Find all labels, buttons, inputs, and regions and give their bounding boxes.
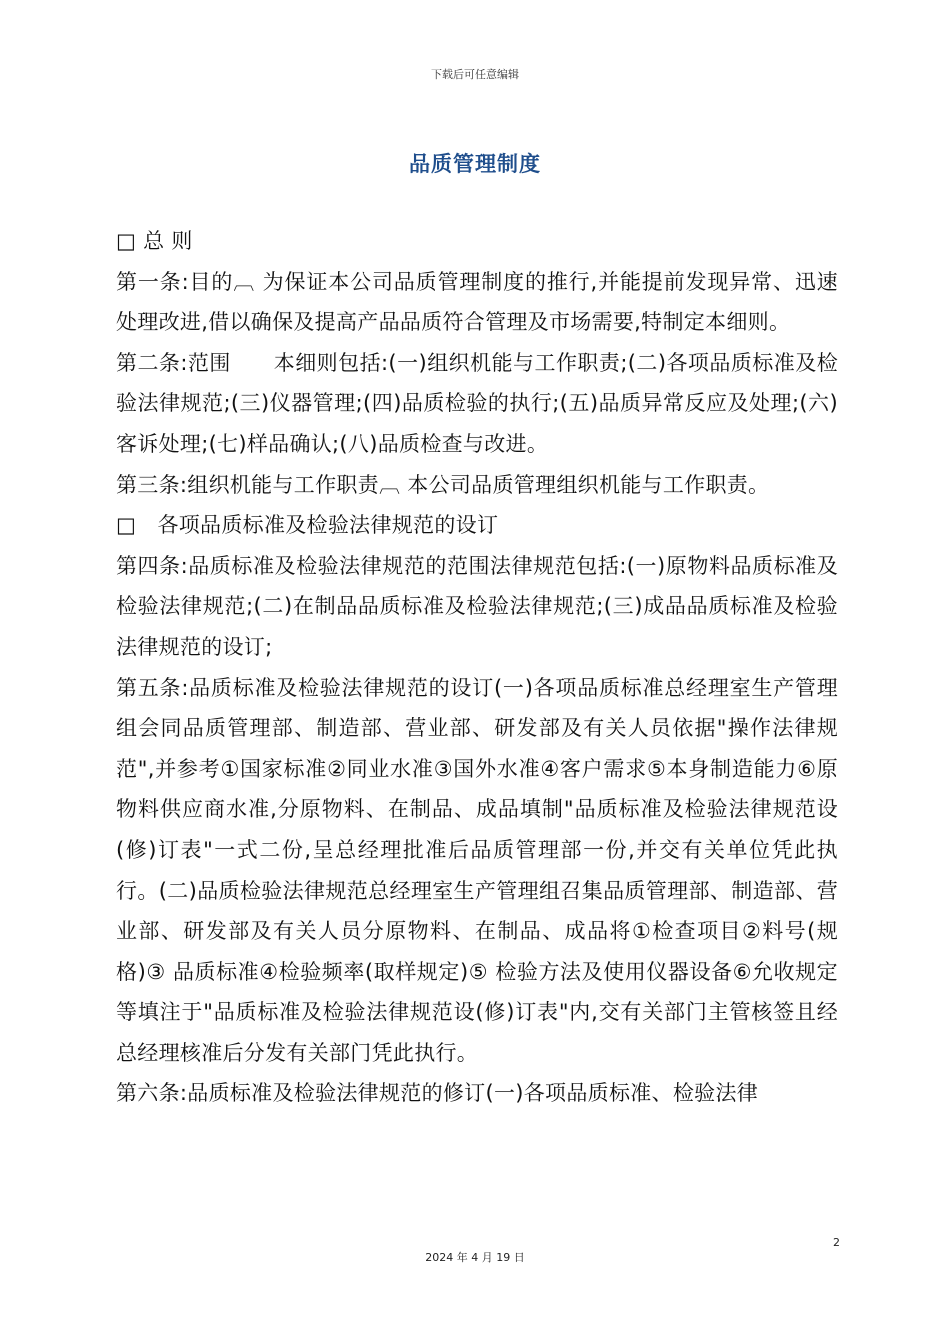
article-1: 第一条:目的︹ 为保证本公司品质管理制度的推行,并能提前发现异常、迅速处理改进,借以确保及提高产品品质符合管理及市场需要,特制定本细则。 <box>116 269 838 335</box>
document-body <box>116 221 838 1114</box>
header-note: 下载后可任意编辑 <box>431 68 519 81</box>
article-4: 第四条:品质标准及检验法律规范的范围法律规范包括:(一)原物料品质标准及检验法律规范;(二)在制品品质标准及检验法律规范;(三)成品品质标准及检验法律规范的设订; <box>116 553 838 659</box>
section-heading-standards: □ 各项品质标准及检验法律规范的设订 <box>116 513 499 538</box>
article-3: 第三条:组织机能与工作职责︹ 本公司品质管理组织机能与工作职责。 <box>116 472 770 497</box>
page-number: 2 <box>833 1236 840 1249</box>
document-title: 品质管理制度 <box>409 152 541 176</box>
article-2: 第二条:范围 本细则包括:(一)组织机能与工作职责;(二)各项品质标准及检验法律规范;(三)仪器管理;(四)品质检验的执行;(五)品质异常反应及处理;(六)客诉处理;(七)样品确认;(八)品质检查与改进。 <box>116 350 838 456</box>
section-heading-general: □ 总 则 <box>116 229 193 253</box>
article-5: 第五条:品质标准及检验法律规范的设订(一)各项品质标准总经理室生产管理组会同品质管理部、制造部、营业部、研发部及有关人员依据"操作法律规范",并参考①国家标准②同业水准③国外水准④客户需求⑤本身制造能力⑥原物料供应商水准,分原物料、在制品、成品填制"品质标准及检验法律规范设(修)订表"一式二份,呈总经理批准后品质管理部一份,并交有关单位凭此执行。(二)品质检验法律规范总经理室生产管理组召集品质管理部、制造部、营业部、研发部及有关人员分原物料、在制品、成品将①检查项目②料号(规格)③ 品质标准④检验频率(取样规定)⑤ 检验方法及使用仪器设备⑥允收规定等填注于"品质标准及检验法律规范设(修)订表"内,交有关部门主管核签且经总经理核准后分发有关部门凭此执行。 <box>116 675 838 1065</box>
article-6: 第六条:品质标准及检验法律规范的修订(一)各项品质标准、检验法律 <box>116 1081 759 1106</box>
footer-date: 2024 年 4 月 19 日 <box>425 1251 525 1264</box>
